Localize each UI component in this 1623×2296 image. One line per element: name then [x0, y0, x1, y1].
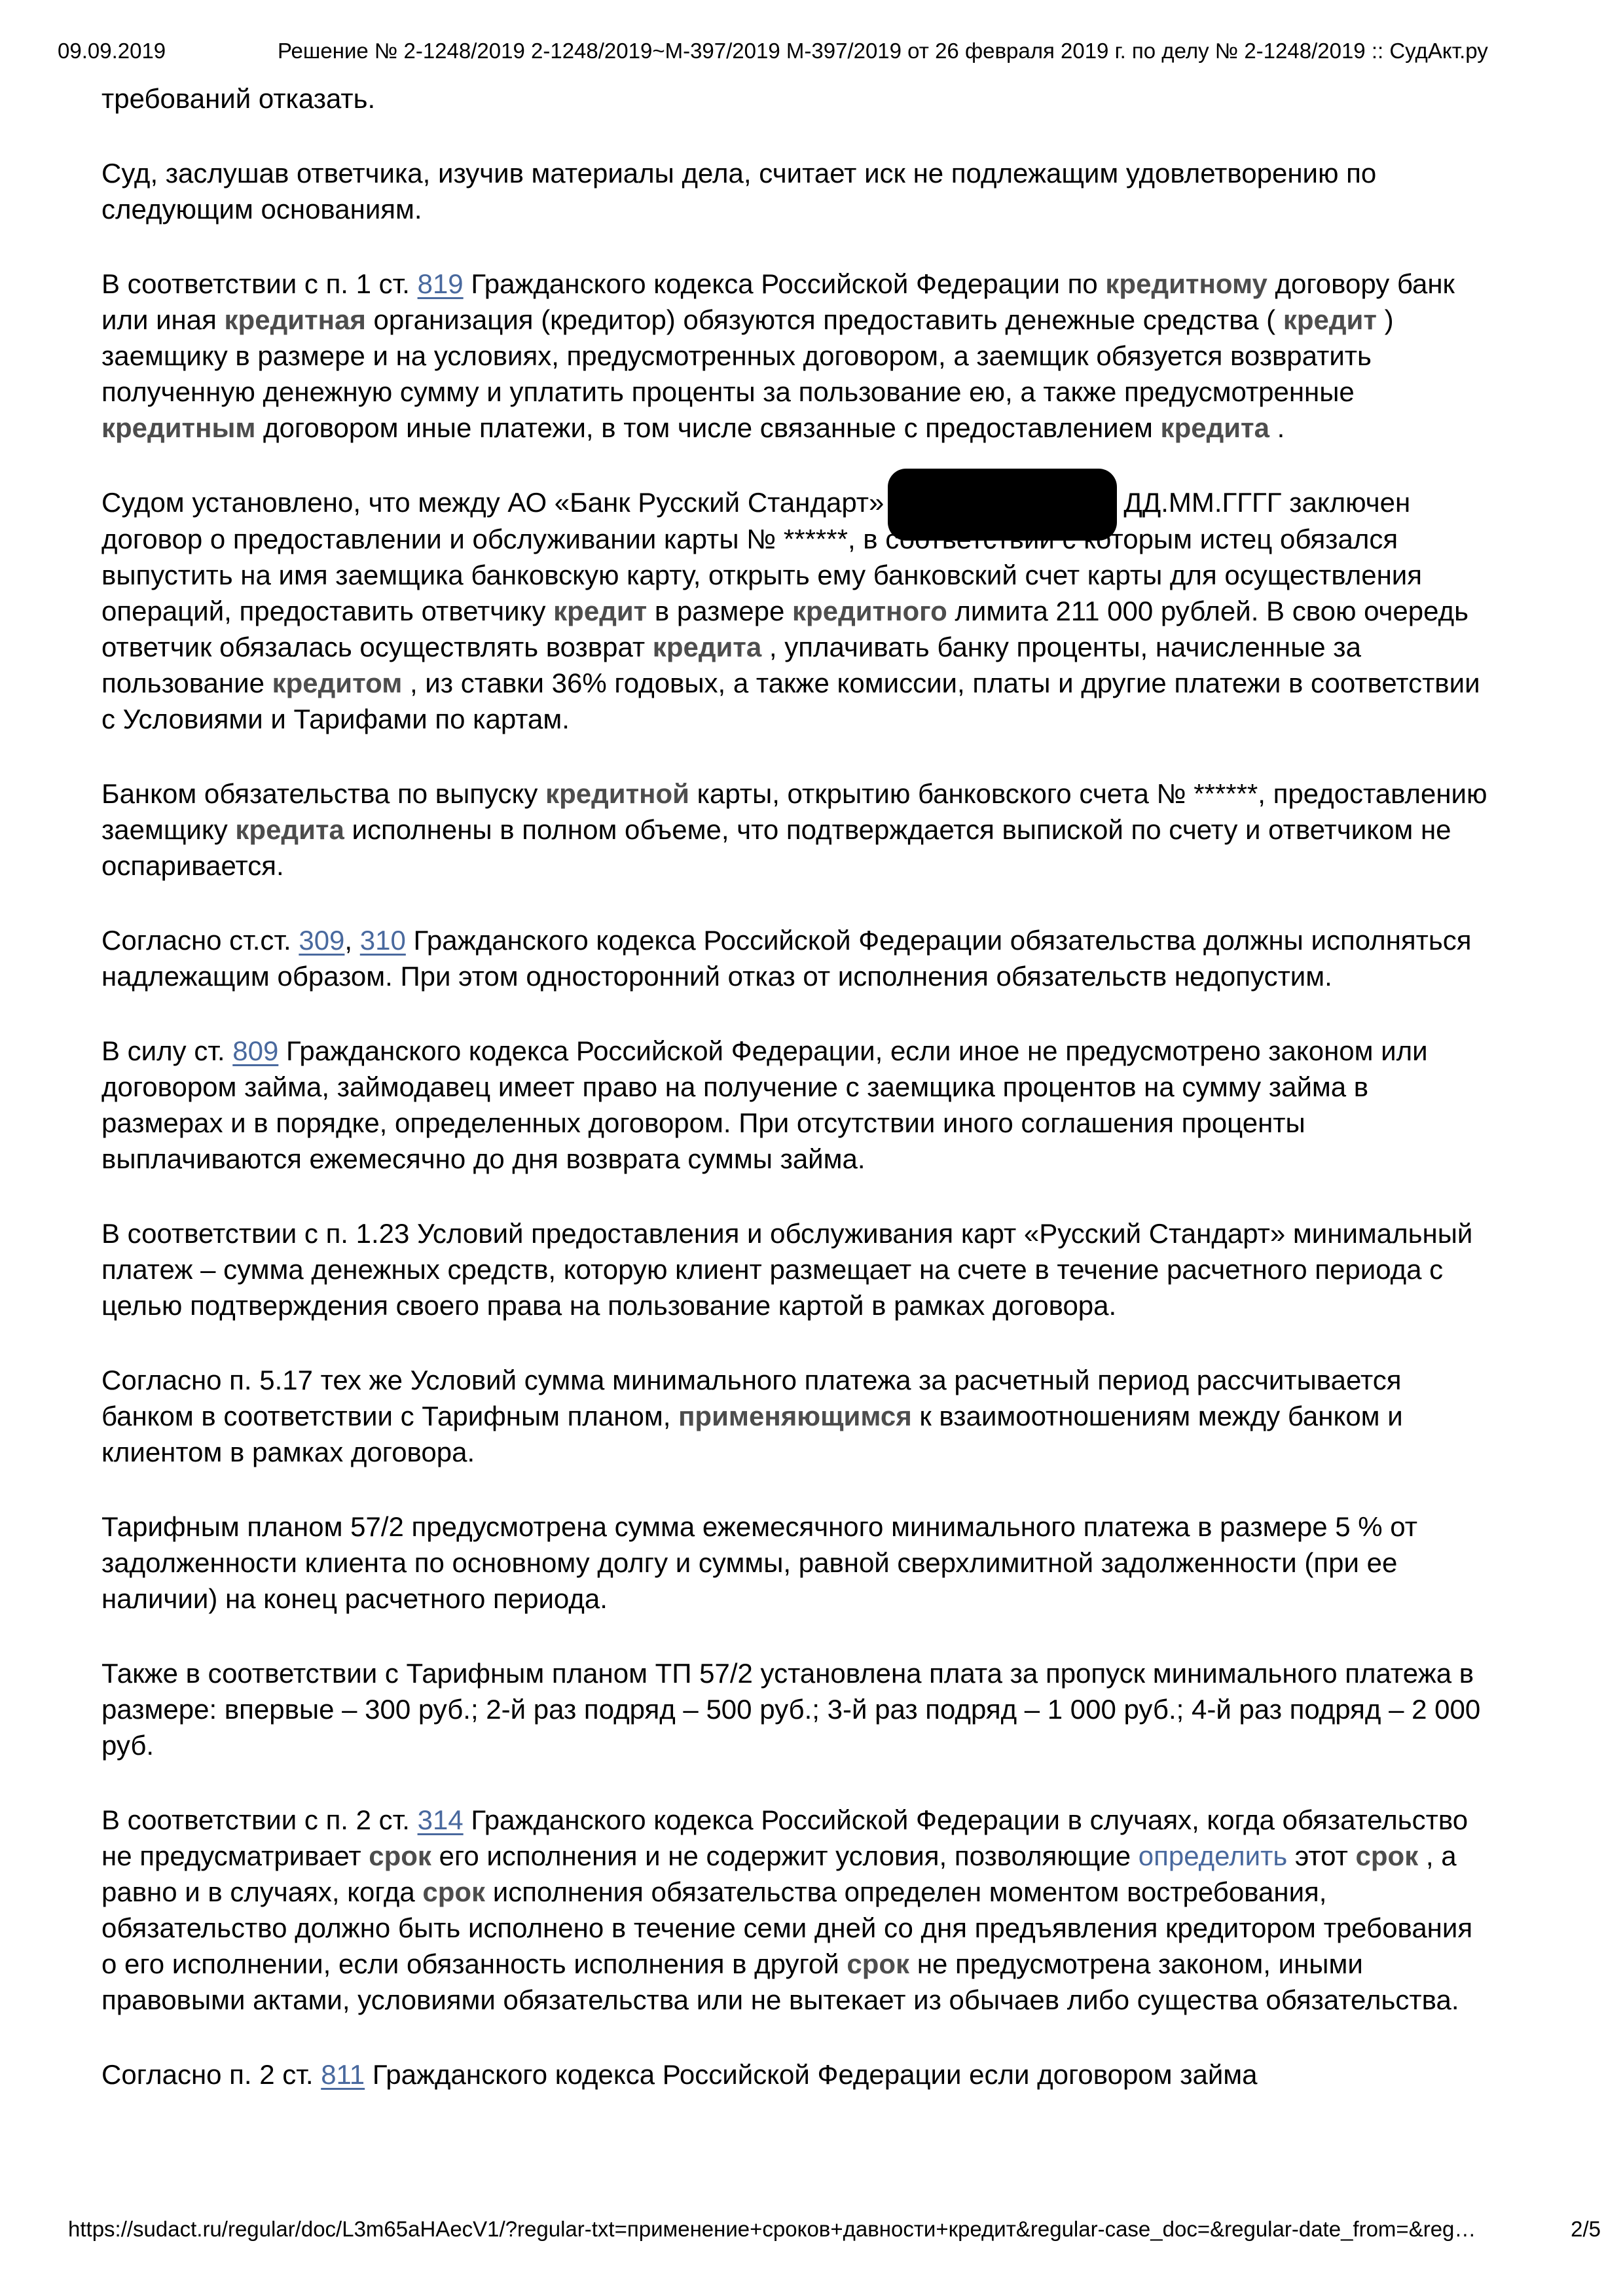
paragraph: [101, 1509, 1492, 1617]
text-run: В силу ст.: [101, 1035, 233, 1066]
text-run: Гражданского кодекса Российской Федерации по: [463, 268, 1106, 299]
document-body: [101, 81, 1492, 2131]
statute-link[interactable]: 809: [232, 1035, 279, 1066]
header-title: Решение № 2-1248/2019 2-1248/2019~М-397/2019 М-397/2019 от 26 февраля 2019 г. по делу № 2-1248/2019 :: СудАкт.ру: [278, 39, 1488, 63]
text-run: ) заемщику в размере и на условиях, предусмотренных договором, а заемщик обязуется возвратить полученную денежную сумму и уплатить проценты за пользование ею, а также предусмотренные: [101, 304, 1394, 407]
text-run: к взаимоотношениям между банком и клиентом в рамках договора.: [101, 1400, 1403, 1467]
paragraph: [101, 1655, 1492, 1763]
search-term-highlight: кредит: [553, 595, 647, 626]
text-run: требований отказать.: [101, 83, 376, 114]
text-run: этот: [1287, 1840, 1356, 1871]
text-run: лимита 211 000 рублей. В свою очередь ответчик обязалась осуществлять возврат: [101, 595, 1468, 662]
statute-link[interactable]: 310: [359, 924, 406, 956]
text-run: В соответствии с п. 1.23 Условий предоставления и обслуживания карт «Русский Стандарт» минимальный платеж – сумма денежных средств, которую клиент размещает на счете в течение расчетного периода с целью подтверждения своего права на пользование картой в рамках договора.: [101, 1217, 1473, 1321]
footer-url: https://sudact.ru/regular/doc/L3m65aHAecV1/?regular-txt=применение+сроков+давности+кредит&regular-case_doc=&regular-date_from=&reg…: [68, 2217, 1476, 2241]
text-run: Гражданского кодекса Российской Федерации в случаях, когда обязательство не предусматривает: [101, 1804, 1468, 1871]
search-term-highlight: срок: [1355, 1840, 1419, 1871]
search-term-highlight: срок: [422, 1876, 486, 1907]
text-run: его исполнения и не содержит условия, позволяющие: [431, 1840, 1139, 1871]
header-date: 09.09.2019: [58, 39, 166, 63]
text-run: , а равно и в случаях, когда: [101, 1840, 1457, 1907]
paragraph: [101, 776, 1492, 884]
text-run: Гражданского кодекса Российской Федерации если договором займа: [365, 2058, 1258, 2090]
text-run: Согласно ст.ст.: [101, 924, 299, 956]
page-number: 2/5: [1571, 2217, 1601, 2241]
search-term-highlight: кредита: [235, 814, 344, 845]
paragraph: [101, 922, 1492, 994]
text-run: Гражданского кодекса Российской Федерации, если иное не предусмотрено законом или договором займа, займодавец имеет право на получение с заемщика процентов на сумму займа в размерах и в порядке, определенных договором. При отсутствии иного соглашения проценты выплачиваются ежемесячно до дня возврата суммы займа.: [101, 1035, 1428, 1174]
statute-link[interactable]: 811: [321, 2058, 365, 2090]
paragraph: [101, 484, 1492, 737]
search-term-highlight: кредитному: [1105, 268, 1267, 299]
text-run: ДД.ММ.ГГГГ заключен договор о предоставлении и обслуживании карты № ******, в соответствии с которым истец обязался выпустить на имя заемщика банковскую карту, открыть ему банковский счет карты для осуществления операций, предоставить ответчику: [101, 487, 1423, 626]
text-run: Согласно п. 5.17 тех же Условий сумма минимального платежа за расчетный период рассчитывается банком в соответствии с Тарифным планом,: [101, 1364, 1402, 1431]
text-run: , уплачивать банку проценты, начисленные за пользование: [101, 631, 1361, 698]
text-run: исполнены в полном объеме, что подтверждается выпиской по счету и ответчиком не оспаривается.: [101, 814, 1451, 881]
text-run: Согласно п. 2 ст.: [101, 2058, 321, 2090]
text-run: Гражданского кодекса Российской Федерации обязательства должны исполняться надлежащим образом. При этом односторонний отказ от исполнения обязательств недопустим.: [101, 924, 1472, 992]
text-run: Судом установлено, что между АО «Банк Русский Стандарт»: [101, 487, 884, 518]
search-term-highlight: применяющимся: [678, 1400, 912, 1431]
text-run: Тарифным планом 57/2 предусмотрена сумма ежемесячного минимального платежа в размере 5 % от задолженности клиента по основному долгу и суммы, равной сверхлимитной задолженности (при ее наличии) на конец расчетного периода.: [101, 1511, 1417, 1614]
text-run: , из ставки 36% годовых, а также комиссии, платы и другие платежи в соответствии с Условиями и Тарифами по картам.: [101, 667, 1480, 734]
search-term-highlight: кредита: [1160, 412, 1269, 443]
text-run: Суд, заслушав ответчика, изучив материалы дела, считает иск не подлежащим удовлетворению по следующим основаниям.: [101, 158, 1377, 224]
text-run: договору банк или иная: [101, 268, 1455, 335]
text-run: не предусмотрена законом, иными правовыми актами, условиями обязательства или не вытекает из обычаев либо существа обязательства.: [101, 1948, 1459, 2015]
search-term-highlight: срок: [369, 1840, 431, 1871]
text-run: .: [1269, 412, 1285, 443]
print-footer: [0, 2216, 1623, 2245]
paragraph: [101, 1215, 1492, 1323]
text-run: ,: [344, 924, 360, 956]
paragraph: [101, 1802, 1492, 2018]
search-term-highlight: кредитной: [545, 778, 690, 809]
search-term-highlight: кредит: [1283, 304, 1377, 335]
statute-link[interactable]: 819: [417, 268, 464, 299]
search-term-highlight: кредитным: [101, 412, 256, 443]
paragraph: [101, 81, 1492, 117]
paragraph: [101, 266, 1492, 446]
paragraph: [101, 2056, 1492, 2092]
text-run: В соответствии с п. 2 ст.: [101, 1804, 418, 1835]
text-run: в размере: [647, 595, 793, 626]
search-term-highlight: кредитная: [224, 304, 366, 335]
text-run: карты, открытию банковского счета № ******, предоставлению заемщику: [101, 778, 1487, 845]
text-run: договором иные платежи, в том числе связанные с предоставлением: [255, 412, 1161, 443]
statute-link[interactable]: 309: [299, 924, 345, 956]
search-term-highlight: кредитного: [792, 595, 947, 626]
text-run: Также в соответствии с Тарифным планом ТП 57/2 установлена плата за пропуск минимального платежа в размере: впервые – 300 руб.; 2-й раз подряд – 500 руб.; 3-й раз подряд – 1 000 руб.; 4-й раз подряд – 2 000 руб.: [101, 1657, 1481, 1761]
text-run: исполнения обязательства определен моментом востребования, обязательство должно быть исполнено в течение семи дней со дня предъявления кредитором требования о его исполнении, если обязанность исполнения в другой: [101, 1876, 1473, 1979]
paragraph: [101, 1033, 1492, 1177]
text-run: В соответствии с п. 1 ст.: [101, 268, 418, 299]
text-run: организация (кредитор) обязуются предоставить денежные средства (: [365, 304, 1283, 335]
statute-link[interactable]: определить: [1138, 1840, 1288, 1871]
search-term-highlight: кредитом: [272, 667, 403, 698]
statute-link[interactable]: 314: [417, 1804, 464, 1835]
search-term-highlight: кредита: [652, 631, 762, 662]
paragraph: [101, 1362, 1492, 1470]
print-header: [0, 38, 1623, 67]
text-run: Банком обязательства по выпуску: [101, 778, 546, 809]
paragraph: [101, 155, 1492, 227]
search-term-highlight: срок: [847, 1948, 910, 1979]
